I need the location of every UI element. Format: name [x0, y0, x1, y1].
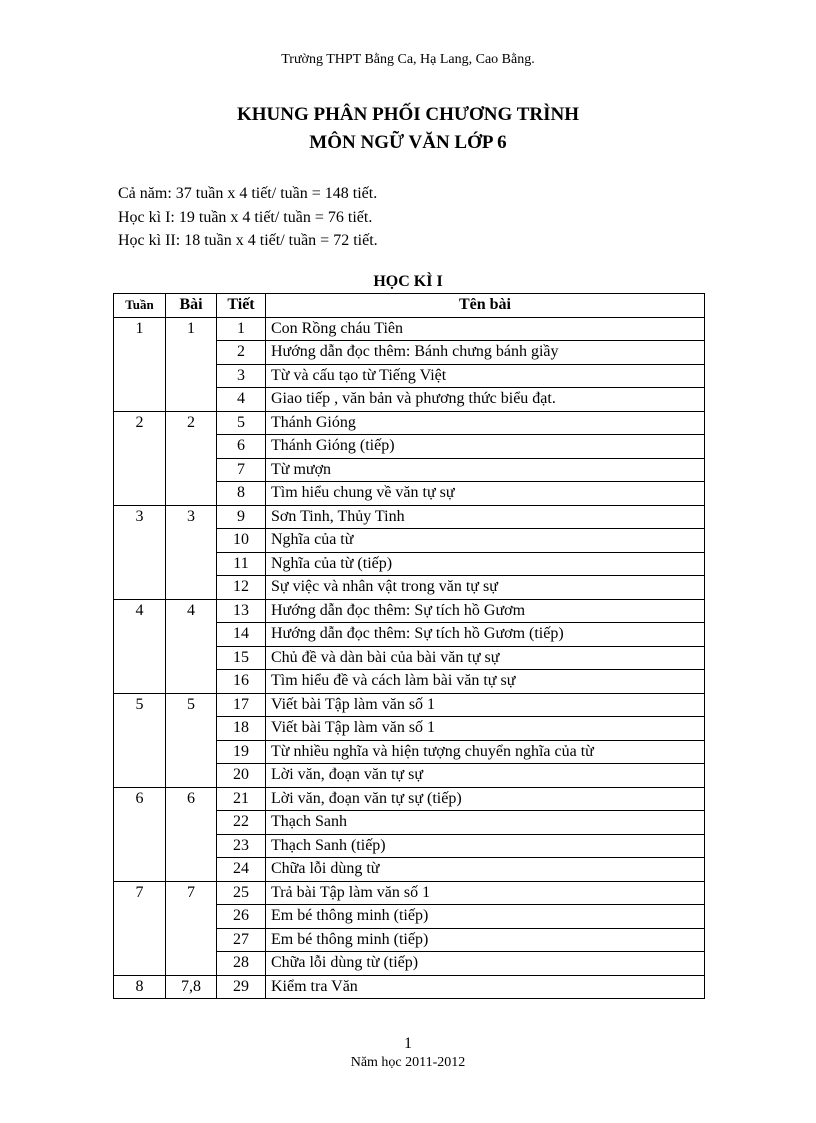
document-subtitle: MÔN NGỮ VĂN LỚP 6 [309, 132, 507, 153]
lesson-title-cell: Nghĩa của từ (tiếp) [266, 552, 705, 576]
period-cell: 11 [217, 552, 266, 576]
week-cell: 1 [114, 317, 166, 411]
period-cell: 21 [217, 787, 266, 811]
unit-cell: 5 [166, 693, 217, 787]
period-cell: 17 [217, 693, 266, 717]
period-cell: 3 [217, 364, 266, 388]
period-cell: 12 [217, 576, 266, 600]
period-cell: 29 [217, 975, 266, 999]
lesson-title-cell: Thánh Gióng [266, 411, 705, 435]
lesson-title-cell: Hướng dẫn đọc thêm: Bánh chưng bánh giầy [266, 341, 705, 365]
period-cell: 8 [217, 482, 266, 506]
lesson-title-cell: Từ và cấu tạo từ Tiếng Việt [266, 364, 705, 388]
page-number: 1 [404, 1035, 412, 1052]
lesson-title-cell: Sơn Tinh, Thủy Tinh [266, 505, 705, 529]
period-cell: 26 [217, 905, 266, 929]
lesson-title-cell: Thạch Sanh [266, 811, 705, 835]
period-cell: 13 [217, 599, 266, 623]
lesson-title-cell: Tìm hiểu đề và cách làm bài văn tự sự [266, 670, 705, 694]
lesson-title-cell: Chủ đề và dàn bài của bài văn tự sự [266, 646, 705, 670]
unit-cell: 7,8 [166, 975, 217, 999]
table-row [114, 411, 705, 435]
intro-line-semester-1: Học kì I: 19 tuần x 4 tiết/ tuần = 76 tiết. [118, 208, 373, 226]
intro-line-year: Cả năm: 37 tuần x 4 tiết/ tuần = 148 tiết. [118, 185, 378, 202]
period-cell: 20 [217, 764, 266, 788]
period-cell: 5 [217, 411, 266, 435]
intro-block [118, 182, 378, 253]
period-cell: 16 [217, 670, 266, 694]
period-cell: 2 [217, 341, 266, 365]
lesson-title-cell: Chữa lỗi dùng từ (tiếp) [266, 952, 705, 976]
lesson-title-cell: Trả bài Tập làm văn số 1 [266, 881, 705, 905]
column-header-week: Tuần [114, 294, 166, 318]
column-header-unit: Bài [166, 294, 217, 318]
lesson-title-cell: Nghĩa của từ [266, 529, 705, 553]
period-cell: 28 [217, 952, 266, 976]
week-cell: 7 [114, 881, 166, 975]
period-cell: 25 [217, 881, 266, 905]
week-cell: 3 [114, 505, 166, 599]
lesson-title-cell: Thánh Gióng (tiếp) [266, 435, 705, 459]
table-row [114, 599, 705, 623]
table-header-row [114, 294, 705, 318]
column-header-lesson-title: Tên bài [266, 294, 705, 318]
curriculum-table [113, 293, 705, 999]
period-cell: 1 [217, 317, 266, 341]
period-cell: 24 [217, 858, 266, 882]
lesson-title-cell: Từ mượn [266, 458, 705, 482]
week-cell: 6 [114, 787, 166, 881]
lesson-title-cell: Thạch Sanh (tiếp) [266, 834, 705, 858]
unit-cell: 4 [166, 599, 217, 693]
table-row [114, 505, 705, 529]
unit-cell: 1 [166, 317, 217, 411]
week-cell: 2 [114, 411, 166, 505]
lesson-title-cell: Viết bài Tập làm văn số 1 [266, 693, 705, 717]
week-cell: 8 [114, 975, 166, 999]
lesson-title-cell: Viết bài Tập làm văn số 1 [266, 717, 705, 741]
table-row [114, 881, 705, 905]
period-cell: 23 [217, 834, 266, 858]
lesson-title-cell: Em bé thông minh (tiếp) [266, 905, 705, 929]
lesson-title-cell: Từ nhiều nghĩa và hiện tượng chuyển nghĩa của từ [266, 740, 705, 764]
unit-cell: 6 [166, 787, 217, 881]
table-row [114, 787, 705, 811]
period-cell: 22 [217, 811, 266, 835]
column-header-period: Tiết [217, 294, 266, 318]
lesson-title-cell: Con Rồng cháu Tiên [266, 317, 705, 341]
lesson-title-cell: Lời văn, đoạn văn tự sự [266, 764, 705, 788]
period-cell: 10 [217, 529, 266, 553]
period-cell: 9 [217, 505, 266, 529]
school-year-footer: Năm học 2011-2012 [350, 1055, 466, 1070]
unit-cell: 7 [166, 881, 217, 975]
unit-cell: 3 [166, 505, 217, 599]
table-row [114, 317, 705, 341]
lesson-title-cell: Sự việc và nhân vật trong văn tự sự [266, 576, 705, 600]
lesson-title-cell: Kiểm tra Văn [266, 975, 705, 999]
lesson-title-cell: Hướng dẫn đọc thêm: Sự tích hồ Gươm [266, 599, 705, 623]
week-cell: 4 [114, 599, 166, 693]
intro-line-semester-2: Học kì II: 18 tuần x 4 tiết/ tuần = 72 tiết. [118, 232, 378, 249]
table-row [114, 693, 705, 717]
period-cell: 18 [217, 717, 266, 741]
school-header: Trường THPT Bằng Ca, Hạ Lang, Cao Bằng. [281, 52, 535, 67]
week-cell: 5 [114, 693, 166, 787]
lesson-title-cell: Em bé thông minh (tiếp) [266, 928, 705, 952]
unit-cell: 2 [166, 411, 217, 505]
period-cell: 14 [217, 623, 266, 647]
semester-heading: HỌC KÌ I [373, 273, 443, 290]
lesson-title-cell: Lời văn, đoạn văn tự sự (tiếp) [266, 787, 705, 811]
period-cell: 7 [217, 458, 266, 482]
lesson-title-cell: Hướng dẫn đọc thêm: Sự tích hồ Gươm (tiếp) [266, 623, 705, 647]
table-row [114, 975, 705, 999]
lesson-title-cell: Tìm hiểu chung về văn tự sự [266, 482, 705, 506]
period-cell: 27 [217, 928, 266, 952]
period-cell: 6 [217, 435, 266, 459]
document-title: KHUNG PHÂN PHỐI CHƯƠNG TRÌNH [236, 104, 579, 125]
lesson-title-cell: Chữa lỗi dùng từ [266, 858, 705, 882]
lesson-title-cell: Giao tiếp , văn bản và phương thức biểu đạt. [266, 388, 705, 412]
period-cell: 19 [217, 740, 266, 764]
period-cell: 4 [217, 388, 266, 412]
period-cell: 15 [217, 646, 266, 670]
table-body [114, 317, 705, 999]
